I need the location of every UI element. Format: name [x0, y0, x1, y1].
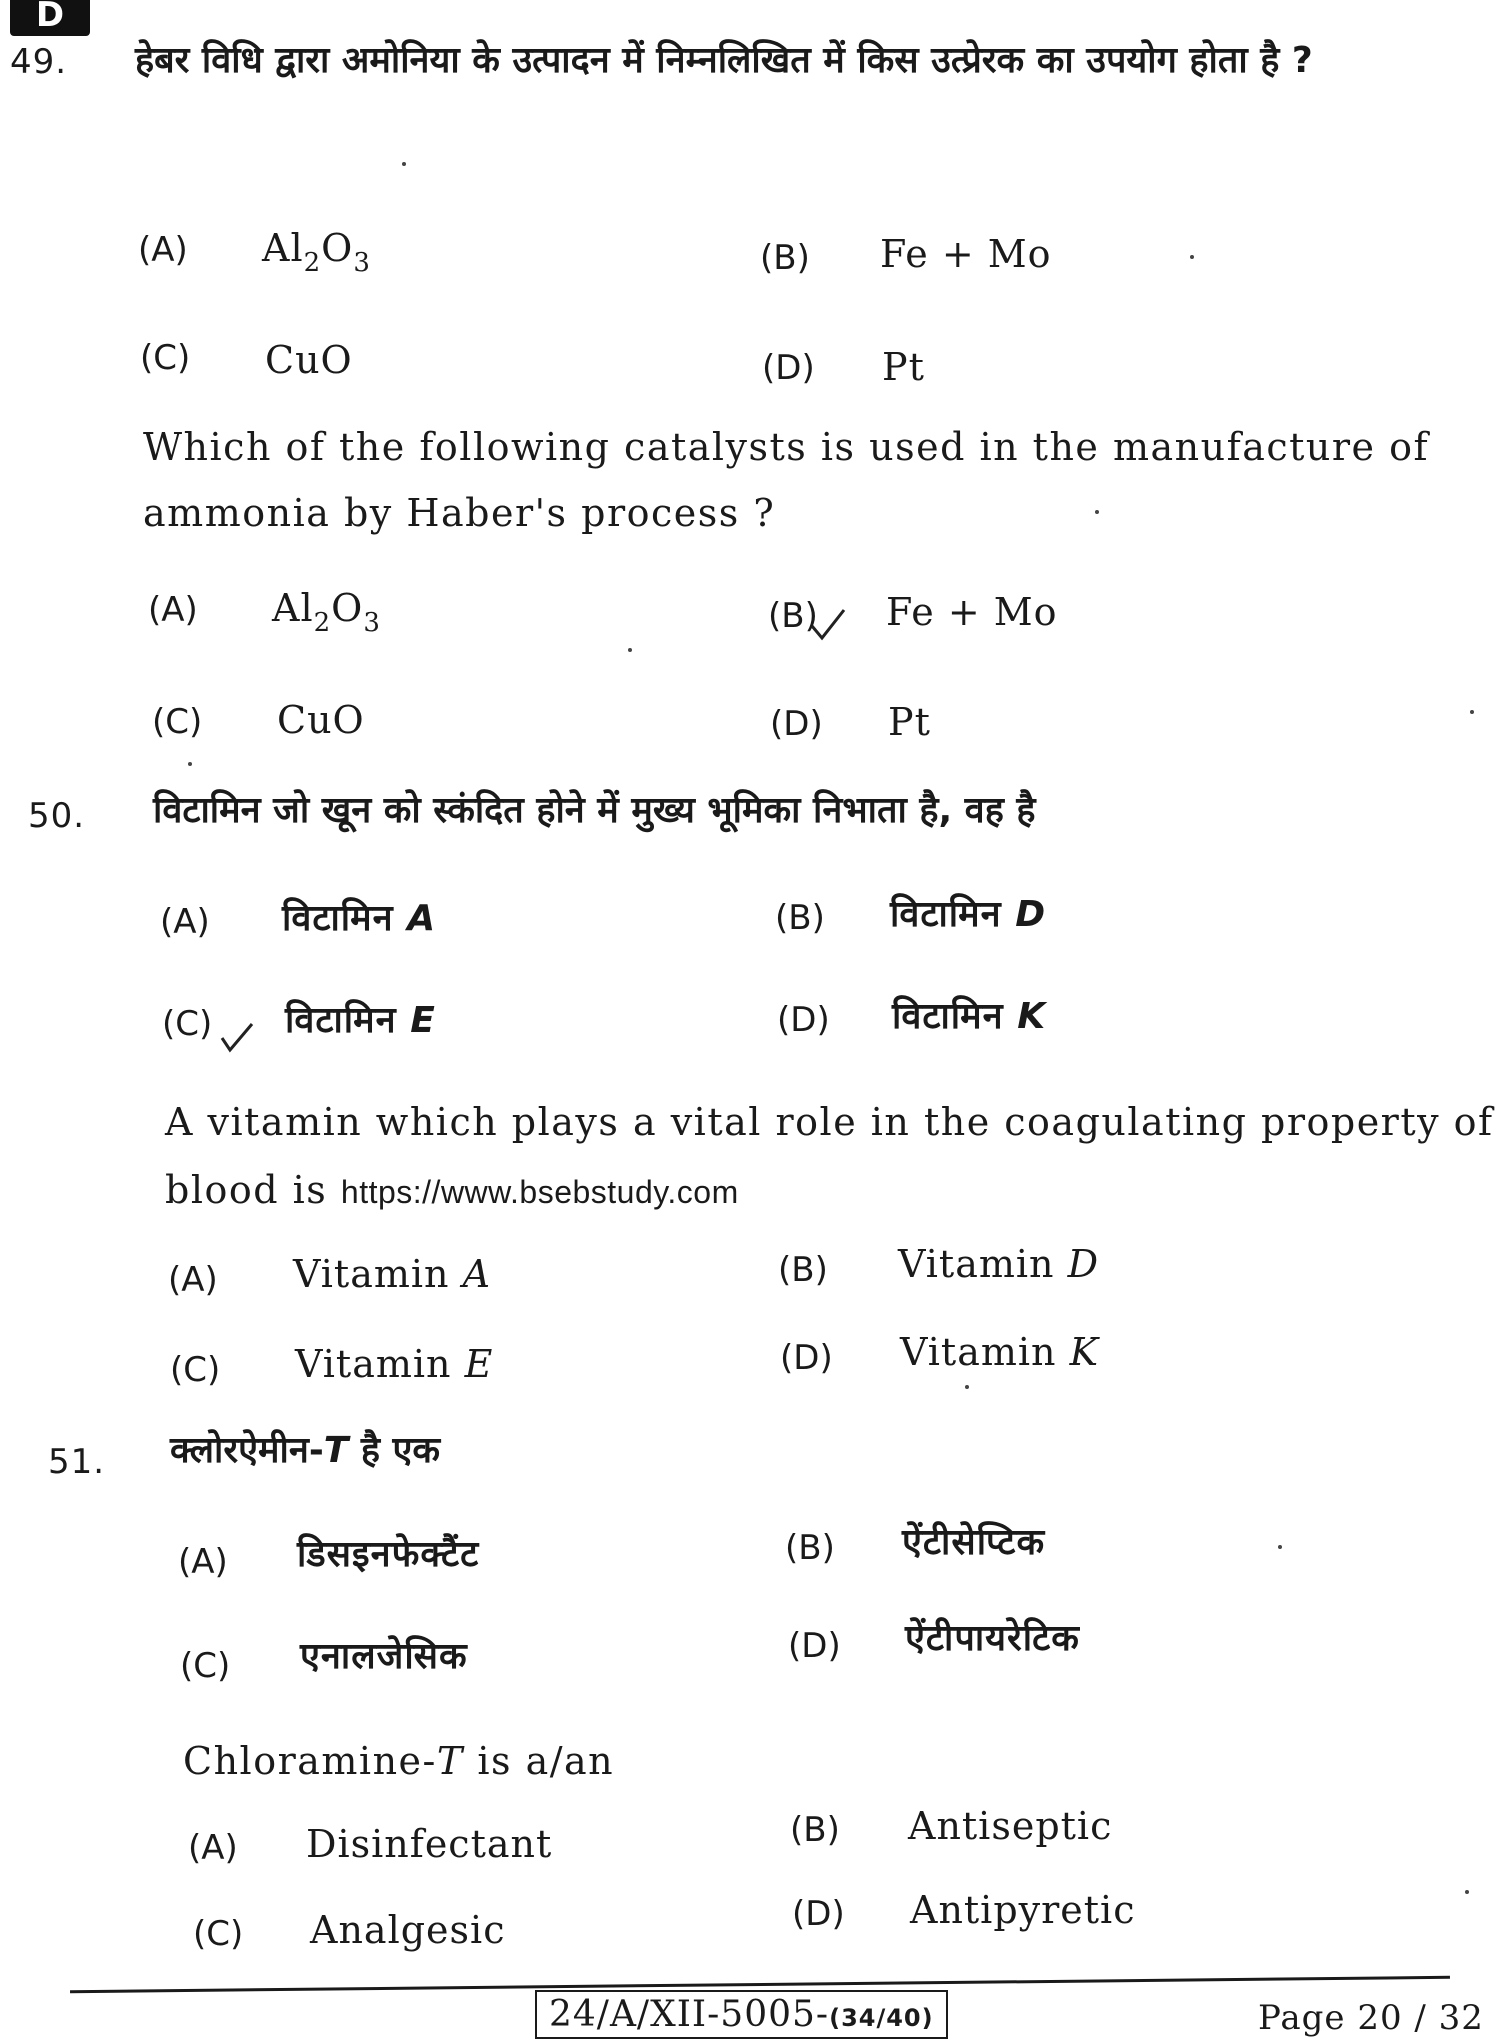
option-value: विटामिन E	[285, 1000, 436, 1041]
scan-speck	[628, 648, 632, 652]
option-value: Fe + Mo	[886, 590, 1058, 634]
option-label: (D)	[792, 1894, 845, 1934]
section-mark: D	[10, 0, 90, 36]
option-label: (D)	[780, 1338, 833, 1378]
option-value: Antipyretic	[910, 1888, 1136, 1932]
question-text-hindi: विटामिन जो खून को स्कंदित होने में मुख्य भूमिका निभाता है, वह है	[153, 790, 1036, 831]
scan-speck	[965, 1385, 969, 1389]
option-value: Analgesic	[310, 1908, 506, 1952]
option-value: विटामिन K	[892, 996, 1047, 1037]
option-label: (D)	[770, 704, 823, 744]
option-label: (B)	[760, 238, 810, 278]
scan-speck	[1190, 255, 1194, 259]
question-text-english: Which of the following catalysts is used in the manufacture of ammonia by Haber's process ?	[143, 425, 1430, 535]
option-value: CuO	[265, 338, 353, 382]
option-value: Vitamin A	[293, 1252, 492, 1296]
question-number: 51.	[48, 1442, 106, 1482]
option-value: Vitamin K	[900, 1330, 1099, 1374]
option-label: (C)	[193, 1914, 244, 1954]
option-value: $Al_2O_3$	[272, 586, 381, 638]
scan-speck	[1278, 1545, 1282, 1549]
option-value: Vitamin E	[295, 1342, 494, 1386]
page-number: Page 20 / 32	[1258, 1998, 1484, 2038]
option-label: (C)	[162, 1004, 213, 1044]
option-label: (B)	[778, 1250, 828, 1290]
scan-speck	[402, 162, 406, 166]
question-number: 49.	[10, 42, 68, 82]
option-value: Fe + Mo	[880, 232, 1052, 276]
option-label: (D)	[762, 348, 815, 388]
question-text-hindi: हेबर विधि द्वारा अमोनिया के उत्पादन में निम्नलिखित में किस उत्प्रेरक का उपयोग होता है ?	[135, 40, 1313, 81]
option-label: (C)	[180, 1646, 231, 1686]
scan-speck	[1095, 510, 1099, 514]
option-value: Vitamin D	[898, 1242, 1100, 1286]
tick-mark-icon	[218, 1014, 258, 1054]
option-value: Antiseptic	[908, 1804, 1113, 1848]
option-label: (A)	[148, 590, 198, 630]
option-value: Pt	[882, 345, 925, 389]
paper-code: 24/A/XII-5005-(34/40)	[535, 1990, 948, 2039]
option-label: (B)	[768, 596, 818, 636]
option-label: (D)	[788, 1626, 841, 1666]
option-label: (B)	[790, 1810, 840, 1850]
option-label: (C)	[152, 702, 203, 742]
source-url: https://www.bsebstudy.com	[340, 1174, 739, 1210]
option-label: (D)	[777, 1000, 830, 1040]
scan-speck	[1470, 710, 1474, 714]
option-label: (A)	[178, 1542, 228, 1582]
question-text-english: A vitamin which plays a vital role in the coagulating property of blood is https://www.bsebstudy.com	[165, 1100, 1494, 1212]
option-label: (B)	[785, 1528, 835, 1568]
option-value: ऐंटीपायरेटिक	[905, 1618, 1080, 1659]
tick-mark-icon	[808, 604, 848, 644]
question-text-english: Chloramine-T is a/an	[183, 1739, 615, 1783]
option-value: Disinfectant	[306, 1822, 553, 1866]
option-value: Pt	[888, 700, 931, 744]
option-value: डिसइनफेक्टैंट	[297, 1534, 480, 1575]
question-text-hindi: क्लोरऐमीन-T है एक	[170, 1430, 441, 1471]
option-value: एनालजेसिक	[300, 1636, 468, 1677]
option-label: (C)	[170, 1350, 221, 1390]
option-value: CuO	[277, 698, 365, 742]
option-label: (B)	[775, 898, 825, 938]
option-value: ऐंटीसेप्टिक	[902, 1522, 1046, 1563]
option-value: $Al_2O_3$	[262, 226, 371, 278]
option-label: (A)	[168, 1260, 218, 1300]
option-value: विटामिन D	[890, 894, 1047, 935]
option-value: विटामिन A	[282, 898, 437, 939]
scan-speck	[1465, 1890, 1469, 1894]
option-label: (A)	[188, 1828, 238, 1868]
option-label: (A)	[160, 902, 210, 942]
option-label: (A)	[138, 230, 188, 270]
scan-speck	[188, 762, 192, 766]
question-number: 50.	[28, 796, 86, 836]
option-label: (C)	[140, 338, 191, 378]
